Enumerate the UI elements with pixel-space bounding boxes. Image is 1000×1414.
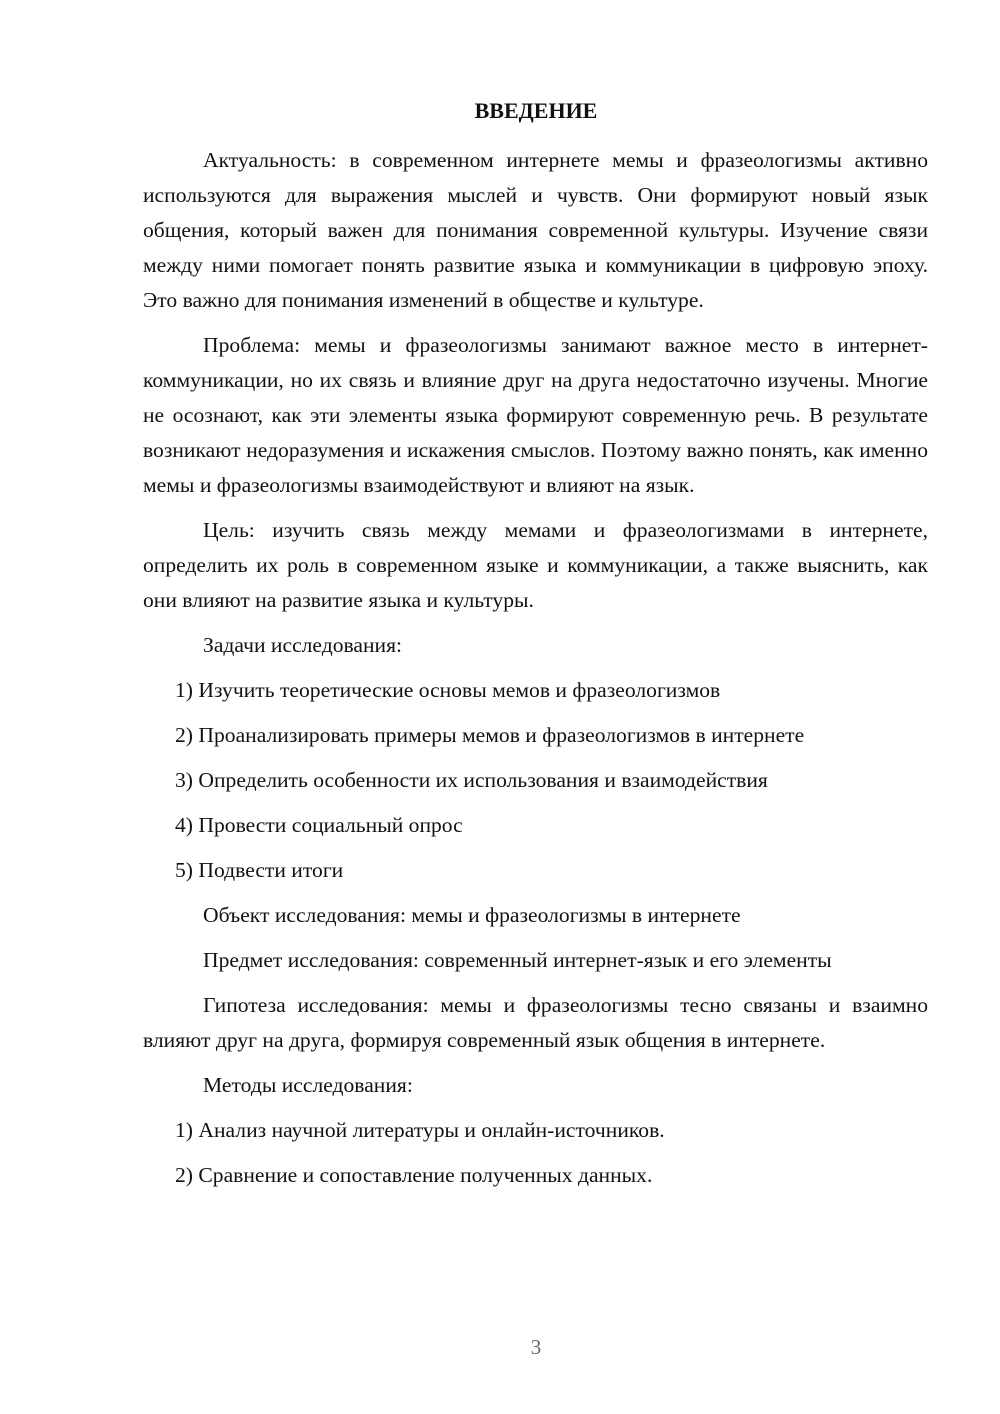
hypothesis-paragraph: Гипотеза исследования: мемы и фразеологизмы тесно связаны и взаимно влияют друг на друга, формируя современный язык общения в интернете. <box>143 993 928 1052</box>
subject-line: Предмет исследования: современный интернет-язык и его элементы <box>203 948 832 972</box>
relevance-paragraph: Актуальность: в современном интернете мемы и фразеологизмы активно используются для выражения мыслей и чувств. Они формируют новый язык общения, который важен для понимания современной культуры. Изучение связи между ними помогает понять развитие языка и коммуникации в цифровую эпоху. Это важно для понимания изменений в обществе и культуре. <box>143 148 928 312</box>
task-item: 1) Изучить теоретические основы мемов и фразеологизмов <box>175 678 721 702</box>
goal-paragraph: Цель: изучить связь между мемами и фразеологизмами в интернете, определить их роль в современном языке и коммуникации, а также выяснить, как они влияют на развитие языка и культуры. <box>143 518 928 612</box>
tasks-heading: Задачи исследования: <box>203 633 403 657</box>
task-item: 5) Подвести итоги <box>175 858 344 882</box>
body-text <box>143 143 928 1203</box>
method-item: 1) Анализ научной литературы и онлайн-источников. <box>175 1118 665 1142</box>
task-item: 4) Провести социальный опрос <box>175 813 463 837</box>
section-title: ВВЕДЕНИЕ <box>474 98 598 123</box>
task-item: 2) Проанализировать примеры мемов и фразеологизмов в интернете <box>175 723 805 747</box>
object-line: Объект исследования: мемы и фразеологизмы в интернете <box>203 903 741 927</box>
problem-paragraph: Проблема: мемы и фразеологизмы занимают важное место в интернет-коммуникации, но их связь и влияние друг на друга недостаточно изучены. Многие не осознают, как эти элементы языка формируют современную речь. В результате возникают недоразумения и искажения смыслов. Поэтому важно понять, как именно мемы и фразеологизмы взаимодействуют и влияют на язык. <box>143 333 928 497</box>
method-item: 2) Сравнение и сопоставление полученных данных. <box>175 1163 653 1187</box>
methods-heading: Методы исследования: <box>203 1073 413 1097</box>
task-item: 3) Определить особенности их использования и взаимодействия <box>175 768 768 792</box>
page-number: 3 <box>530 1335 542 1359</box>
